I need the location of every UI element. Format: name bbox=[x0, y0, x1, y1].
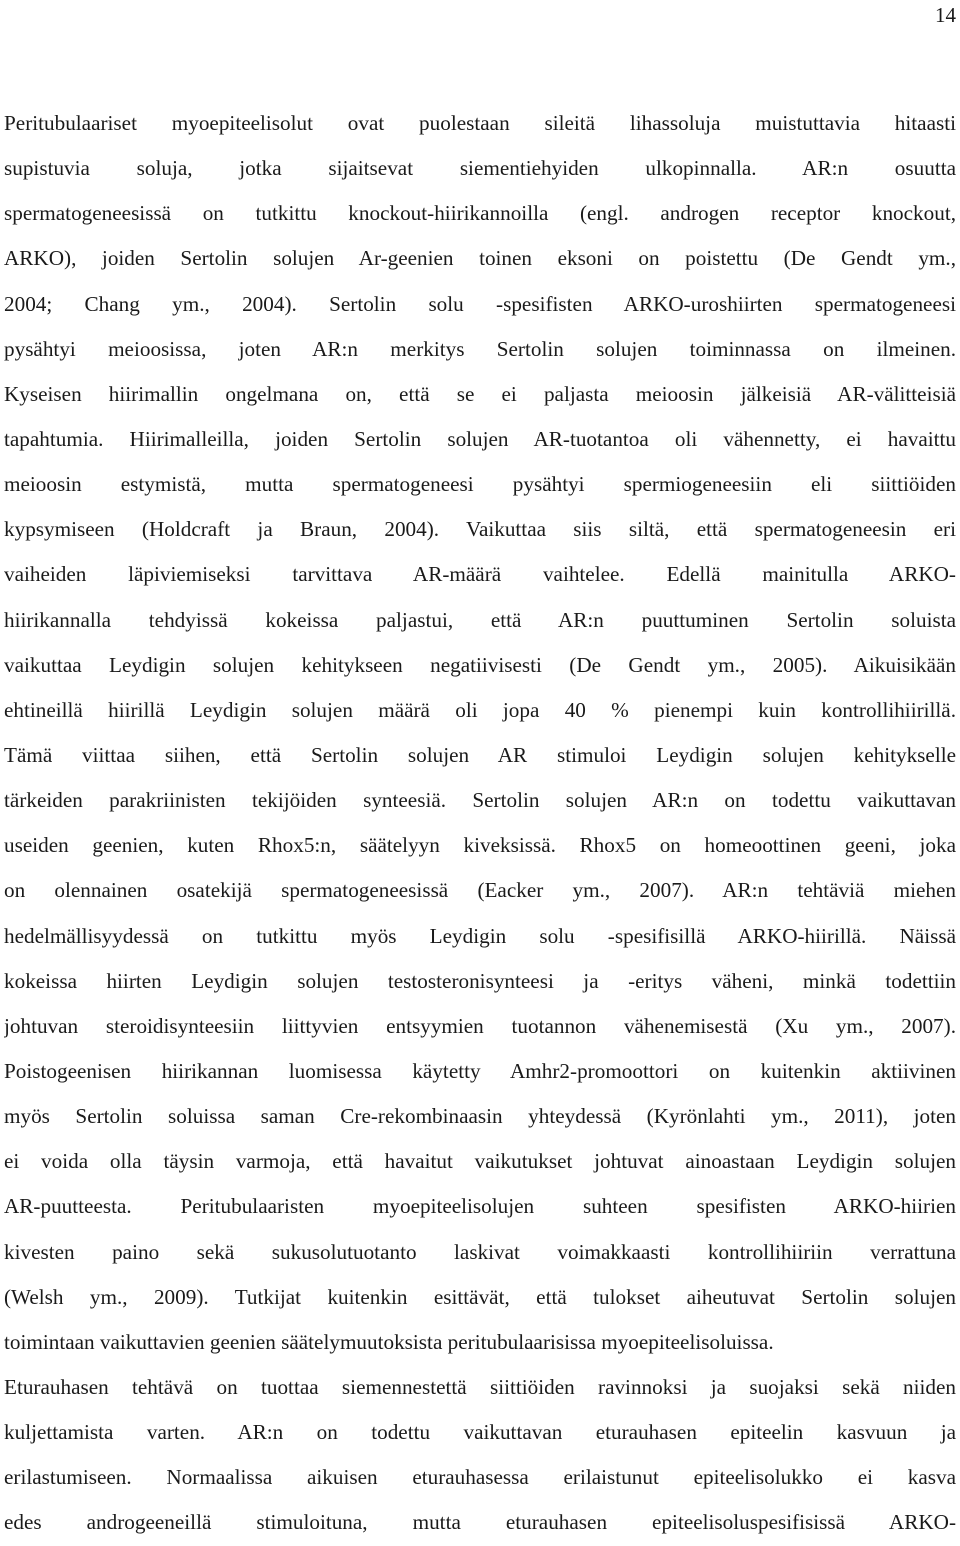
page-number: 14 bbox=[935, 3, 956, 27]
text-line: kuljettamista varten. AR:n on todettu vaikuttavan eturauhasen epiteelin kasvuun ja bbox=[4, 1420, 956, 1445]
text-line: tärkeiden parakriinisten tekijöiden synteesiä. Sertolin solujen AR:n on todettu vaikuttavan bbox=[4, 788, 956, 813]
text-line: useiden geenien, kuten Rhox5:n, säätelyyn kiveksissä. Rhox5 on homeoottinen geeni, joka bbox=[4, 833, 956, 858]
text-line: ARKO), joiden Sertolin solujen Ar-geenien toinen eksoni on poistettu (De Gendt ym., bbox=[4, 246, 956, 271]
text-line: johtuvan steroidisynteesiin liittyvien entsyymien tuotannon vähenemisestä (Xu ym., 2007). bbox=[4, 1013, 956, 1038]
text-line: Kyseisen hiirimallin ongelmana on, että se ei paljasta meioosin jälkeisiä AR-välitteisiä bbox=[4, 381, 956, 406]
text-line: kivesten paino sekä sukusolutuotanto laskivat voimakkaasti kontrollihiiriin verrattuna bbox=[4, 1239, 956, 1264]
text-line: ehtineillä hiirillä Leydigin solujen määrä oli jopa 40 % pienempi kuin kontrollihiirillä. bbox=[4, 697, 956, 722]
text-line: erilastumiseen. Normaalissa aikuisen eturauhasessa erilaistunut epiteelisolukko ei kasva bbox=[4, 1465, 956, 1490]
text-line: hiirikannalla tehdyissä kokeissa paljastui, että AR:n puuttuminen Sertolin soluista bbox=[4, 607, 956, 632]
text-line: spermatogeneesissä on tutkittu knockout-hiirikannoilla (engl. androgen receptor knockout, bbox=[4, 201, 956, 226]
text-line: Poistogeenisen hiirikannan luomisessa käytetty Amhr2-promoottori on kuitenkin aktiivinen bbox=[4, 1058, 956, 1083]
text-line: tapahtumia. Hiirimalleilla, joiden Sertolin solujen AR-tuotantoa oli vähennetty, ei havaittu bbox=[4, 426, 956, 451]
text-line: meioosin estymistä, mutta spermatogeneesi pysähtyi spermiogeneesiin eli siittiöiden bbox=[4, 472, 956, 497]
text-line: toimintaan vaikuttavien geenien säätelymuutoksista peritubulaarisissa myoepiteelisoluissa. bbox=[4, 1329, 774, 1354]
text-line: myös Sertolin soluissa saman Cre-rekombinaasin yhteydessä (Kyrönlahti ym., 2011), joten bbox=[4, 1104, 956, 1129]
text-line: (Welsh ym., 2009). Tutkijat kuitenkin esittävät, että tulokset aiheutuvat Sertolin solujen bbox=[4, 1284, 956, 1309]
text-line: Peritubulaariset myoepiteelisolut ovat puolestaan sileitä lihassoluja muistuttavia hitaasti bbox=[4, 111, 956, 135]
text-line: Eturauhasen tehtävä on tuottaa siemennestettä siittiöiden ravinnoksi ja suojaksi sekä niiden bbox=[4, 1374, 956, 1399]
text-line: AR-puutteesta. Peritubulaaristen myoepiteelisolujen suhteen spesifisten ARKO-hiirien bbox=[4, 1194, 956, 1219]
text-line: vaiheiden läpiviemiseksi tarvittava AR-määrä vaihtelee. Edellä mainitulla ARKO- bbox=[4, 562, 956, 587]
text-line: supistuvia soluja, jotka sijaitsevat siementiehyiden ulkopinnalla. AR:n osuutta bbox=[4, 156, 956, 181]
text-line: kokeissa hiirten Leydigin solujen testosteronisynteesi ja -eritys väheni, minkä todettiin bbox=[4, 968, 956, 993]
text-line: ei voida olla täysin varmoja, että havaitut vaikutukset johtuvat ainoastaan Leydigin solujen bbox=[4, 1149, 956, 1174]
text-line: 2004; Chang ym., 2004). Sertolin solu -spesifisten ARKO-uroshiirten spermatogeneesi bbox=[4, 291, 956, 316]
text-line: Tämä viittaa siihen, että Sertolin solujen AR stimuloi Leydigin solujen kehitykselle bbox=[4, 742, 956, 767]
text-line: vaikuttaa Leydigin solujen kehitykseen negatiivisesti (De Gendt ym., 2005). Aikuisikään bbox=[4, 652, 956, 677]
text-line: edes androgeeneillä stimuloituna, mutta eturauhasen epiteelisoluspesifisissä ARKO- bbox=[4, 1510, 956, 1535]
body-text bbox=[4, 101, 956, 1546]
text-line: kypsymiseen (Holdcraft ja Braun, 2004). Vaikuttaa siis siltä, että spermatogeneesin eri bbox=[4, 517, 956, 542]
text-line: hedelmällisyydessä on tutkittu myös Leydigin solu -spesifisillä ARKO-hiirillä. Näissä bbox=[4, 923, 956, 948]
text-line: pysähtyi meioosissa, joten AR:n merkitys Sertolin solujen toiminnassa on ilmeinen. bbox=[4, 336, 956, 361]
text-line: on olennainen osatekijä spermatogeneesissä (Eacker ym., 2007). AR:n tehtäviä miehen bbox=[4, 878, 956, 903]
